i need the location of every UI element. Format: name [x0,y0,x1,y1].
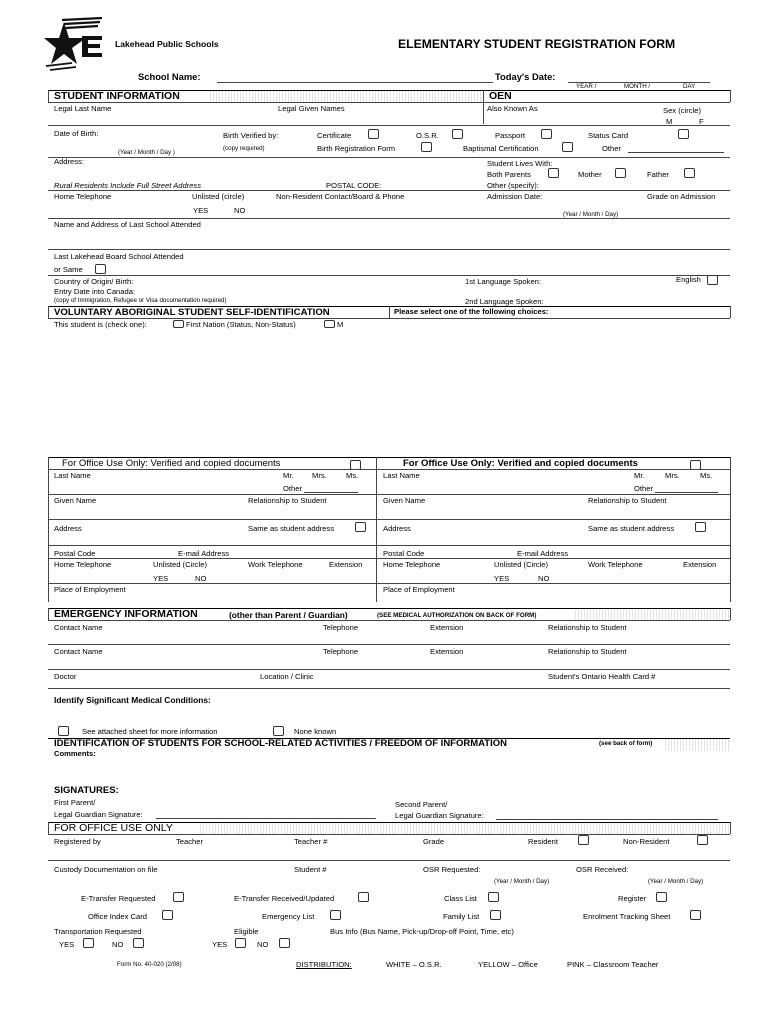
baptismal-label: Baptismal Certification [463,144,539,153]
admission-format-label: (Year / Month / Day) [563,211,619,218]
m-label: M [337,320,344,329]
unlisted-label: Unlisted (circle) [192,192,245,201]
etransfer-requested-label: E-Transfer Requested [81,894,156,903]
p2-postal-label: Postal Code [383,549,425,558]
emergency-section-note: (other than Parent / Guardian) [229,610,348,620]
emergency-list-label: Emergency List [262,912,315,921]
certificate-label: Certificate [317,131,352,140]
p2-work-tel-label: Work Telephone [588,560,643,569]
emergency-section: EMERGENCY INFORMATION [54,608,198,620]
office-use-right: For Office Use Only: Verified and copied documents [403,458,638,469]
first-parent-label: First Parent/ [54,798,96,807]
mother-checkbox[interactable] [615,168,626,178]
dob-label: Date of Birth: [54,129,99,138]
admission-date-label: Admission Date: [487,192,543,201]
english-checkbox[interactable] [707,275,718,285]
last-school-label: Name and Address of Last School Attended [54,220,201,229]
mother-label: Mother [578,170,602,179]
non-resident-label: Non-Resident Contact/Board & Phone [276,192,405,201]
first-language-label: 1st Language Spoken: [465,277,542,286]
health-card-label: Student's Ontario Health Card # [548,672,656,681]
other-specify-label: Other (specify): [487,181,539,190]
distribution-label: DISTRIBUTION: [296,960,352,969]
bus-info-label: Bus Info (Bus Name, Pick-up/Drop-off Point, Time, etc) [330,927,514,936]
baptismal-checkbox[interactable] [562,142,573,152]
oen-label: OEN [489,90,512,102]
both-parents-label: Both Parents [487,170,531,179]
unlisted-no-option[interactable]: NO [234,206,246,215]
tracking-sheet-checkbox[interactable] [690,910,701,920]
see-back-note: (see back of form) [599,740,653,747]
p2-relationship-label: Relationship to Student [588,496,667,505]
birth-reg-checkbox[interactable] [421,142,432,152]
passport-label: Passport [495,131,525,140]
status-card-label: Status Card [588,131,629,140]
p1-given-name-label: Given Name [54,496,97,505]
etransfer-requested-checkbox[interactable] [173,892,184,902]
eligible-no-checkbox[interactable] [279,938,290,948]
school-name-label: School Name: [138,71,201,82]
english-label: English [676,275,701,284]
p2-same-address-label: Same as student address [588,524,675,533]
eligible-no-label: NO [257,940,269,949]
entry-date-label: Entry Date into Canada: [54,287,136,296]
medical-authorization-note: (SEE MEDICAL AUTHORIZATION ON BACK OF FORM) [377,612,537,619]
p2-unlisted-label: Unlisted (Circle) [494,560,549,569]
emergency-list-checkbox[interactable] [330,910,341,920]
contact2-relationship-label: Relationship to Student [548,647,627,656]
custody-label: Custody Documentation on file [54,865,158,874]
transport-yes-checkbox[interactable] [83,938,94,948]
p2-last-name-label: Last Name [383,471,420,480]
country-origin-label: Country of Origin/ Birth: [54,277,134,286]
register-checkbox[interactable] [656,892,667,902]
contact1-relationship-label: Relationship to Student [548,623,627,632]
osr-requested-label: OSR Requested: [423,865,481,874]
transport-yes-label: YES [59,940,75,949]
teacher-label: Teacher [176,837,204,846]
sex-f-option[interactable]: F [699,117,704,126]
transport-no-label: NO [112,940,124,949]
none-known-checkbox[interactable] [273,726,284,736]
office-use-left: For Office Use Only: Verified and copied documents [62,458,281,469]
osr-requested-format: (Year / Month / Day) [494,878,550,885]
last-lakehead-label: Last Lakehead Board School Attended [54,252,184,261]
p1-extension-label: Extension [329,560,363,569]
office-index-card-label: Office Index Card [88,912,147,921]
contact1-telephone-label: Telephone [323,623,359,632]
grade-admission-label: Grade on Admission [647,192,716,201]
aboriginal-section: VOLUNTARY ABORIGINAL STUDENT SELF-IDENTIFICATION [54,307,330,318]
org-name: Lakehead Public Schools [115,39,219,49]
resident-checkbox[interactable] [578,835,589,845]
contact1-extension-label: Extension [430,623,464,632]
non-resident-checkbox[interactable] [697,835,708,845]
birth-reg-label: Birth Registration Form [317,144,396,153]
student-num-label: Student # [294,865,327,874]
dob-format-label: (Year / Month / Day ) [118,149,175,156]
birth-verified-label: Birth Verified by: [223,131,279,140]
aboriginal-check-label: This student is (check one): [54,320,147,329]
passport-checkbox[interactable] [541,129,552,139]
second-parent-label: Second Parent/ [395,800,448,809]
p2-mrs[interactable]: Mrs. [665,471,680,480]
class-list-label: Class List [444,894,477,903]
m-checkbox[interactable] [324,320,335,328]
p1-no-option[interactable]: NO [195,574,207,583]
contact1-name-label: Contact Name [54,623,103,632]
tracking-sheet-label: Enrolment Tracking Sheet [583,912,671,921]
office-use-section: FOR OFFICE USE ONLY [54,822,173,834]
contact2-extension-label: Extension [430,647,464,656]
p2-mr[interactable]: Mr. [634,471,645,480]
location-clinic-label: Location / Clinic [260,672,314,681]
p2-same-address-checkbox[interactable] [695,522,706,532]
register-label: Register [618,894,647,903]
student-info-section: STUDENT INFORMATION [54,90,180,102]
year-label: YEAR / [576,83,597,90]
eligible-yes-checkbox[interactable] [235,938,246,948]
transport-no-checkbox[interactable] [133,938,144,948]
p1-postal-label: Postal Code [54,549,96,558]
p2-extension-label: Extension [683,560,717,569]
transportation-label: Transportation Requested [54,927,142,936]
eligible-yes-label: YES [212,940,228,949]
rural-note: Rural Residents Include Full Street Address [54,181,202,190]
teacher-num-label: Teacher # [294,837,328,846]
osr-received-label: OSR Received: [576,865,629,874]
p2-ms[interactable]: Ms. [700,471,713,480]
p1-same-address-label: Same as student address [248,524,335,533]
second-signature-line[interactable] [496,819,718,820]
also-known-as-label: Also Known As [487,104,538,113]
doctor-label: Doctor [54,672,77,681]
postal-code-label: POSTAL CODE: [326,181,382,190]
other-doc-line[interactable] [628,152,724,153]
p1-mrs[interactable]: Mrs. [312,471,327,480]
first-nation-checkbox[interactable] [173,320,184,328]
unlisted-yes-option[interactable]: YES [193,206,209,215]
p1-email-label: E-mail Address [178,549,230,558]
distribution-yellow: YELLOW – Office [478,960,538,969]
home-telephone-label: Home Telephone [54,192,112,201]
sex-label: Sex (circle) [663,106,701,115]
see-sheet-checkbox[interactable] [58,726,69,736]
legal-given-names-label: Legal Given Names [278,104,345,113]
certificate-checkbox[interactable] [368,129,379,139]
p1-yes-option[interactable]: YES [153,574,169,583]
family-list-label: Family List [443,912,480,921]
second-language-label: 2nd Language Spoken: [465,297,544,306]
non-resident-label: Non-Resident [623,837,670,846]
other-doc-label: Other [602,144,621,153]
status-card-checkbox[interactable] [678,129,689,139]
school-logo-icon [42,16,112,72]
p2-yes-option[interactable]: YES [494,574,510,583]
copy-required-label: (copy required) [223,145,265,152]
p1-relationship-label: Relationship to Student [248,496,327,505]
or-same-label: or Same [54,265,83,274]
p2-other-label: Other [634,484,653,493]
contact2-name-label: Contact Name [54,647,103,656]
address-label: Address: [54,157,84,166]
p1-mr[interactable]: Mr. [283,471,294,480]
none-known-label: None known [294,727,337,736]
school-name-line[interactable] [217,82,493,83]
contact2-telephone-label: Telephone [323,647,359,656]
p1-same-address-checkbox[interactable] [355,522,366,532]
day-label: DAY [683,83,696,90]
first-signature-label: Legal Guardian Signature: [54,810,143,819]
p2-given-name-label: Given Name [383,496,426,505]
father-label: Father [647,170,669,179]
distribution-white: WHITE – O.S.R. [386,960,442,969]
osr-received-format: (Year / Month / Day) [648,878,704,885]
osr-checkbox[interactable] [452,129,463,139]
p1-home-tel-label: Home Telephone [54,560,112,569]
father-checkbox[interactable] [684,168,695,178]
lives-with-label: Student Lives With: [487,159,553,168]
p1-employment-label: Place of Employment [54,585,126,594]
p1-work-tel-label: Work Telephone [248,560,303,569]
p2-home-tel-label: Home Telephone [383,560,441,569]
todays-date-label: Today's Date: [495,71,556,82]
p2-email-label: E-mail Address [517,549,569,558]
distribution-pink: PINK – Classroom Teacher [567,960,659,969]
comments-label: Comments: [54,749,96,758]
p2-no-option[interactable]: NO [538,574,550,583]
class-list-checkbox[interactable] [488,892,499,902]
month-label: MONTH / [624,83,651,90]
resident-label: Resident [528,837,558,846]
grade-label: Grade [423,837,445,846]
p1-last-name-label: Last Name [54,471,91,480]
signatures-title: SIGNATURES: [54,785,119,796]
form-title: ELEMENTARY STUDENT REGISTRATION FORM [398,37,676,51]
family-list-checkbox[interactable] [490,910,501,920]
same-checkbox[interactable] [95,264,106,274]
p1-unlisted-label: Unlisted (Circle) [153,560,208,569]
immigration-note: (copy of Immigration, Refugee or Visa documentation required) [54,297,227,304]
legal-last-name-label: Legal Last Name [54,104,112,113]
aboriginal-note: Please select one of the following choices: [394,307,549,316]
registered-by-label: Registered by [54,837,101,846]
p1-other-label: Other [283,484,302,493]
medical-conditions-label: Identify Significant Medical Conditions: [54,695,211,705]
see-sheet-label: See attached sheet for more information [82,727,218,736]
p2-employment-label: Place of Employment [383,585,455,594]
etransfer-received-label: E-Transfer Received/Updated [234,894,335,903]
sex-m-option[interactable]: M [666,117,673,126]
osr-label: O.S.R. [416,131,439,140]
p1-address-label: Address [54,524,82,533]
p1-ms[interactable]: Ms. [346,471,359,480]
second-signature-label: Legal Guardian Signature: [395,811,484,820]
both-parents-checkbox[interactable] [548,168,559,178]
etransfer-received-checkbox[interactable] [358,892,369,902]
form-number: Form No. 40-020 (2/08) [117,961,182,968]
eligible-label: Eligible [234,927,259,936]
identification-section: IDENTIFICATION OF STUDENTS FOR SCHOOL-RELATED ACTIVITIES / FREEDOM OF INFORMATION [54,738,507,749]
p2-address-label: Address [383,524,411,533]
office-index-card-checkbox[interactable] [162,910,173,920]
first-signature-line[interactable] [156,818,376,819]
first-nation-label: First Nation (Status, Non-Status) [186,320,296,329]
